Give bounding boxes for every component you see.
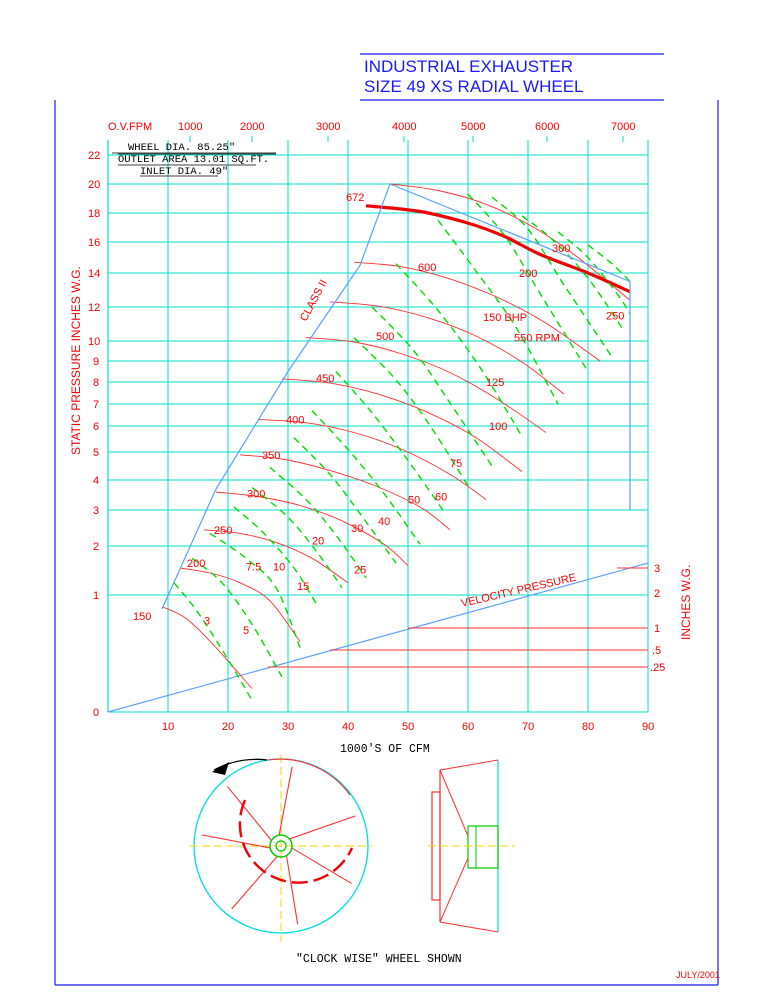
bhp-curve <box>312 411 420 545</box>
rpm-curve-label: 672 <box>346 192 365 205</box>
vp-tick-label: 2 <box>654 588 661 600</box>
chart-title-line2: SIZE 49 XS RADIAL WHEEL <box>364 77 584 96</box>
vp-tick-label: .5 <box>652 645 662 657</box>
bhp-curve-label: 200 <box>519 268 538 280</box>
velocity-pressure-group <box>108 563 665 712</box>
side-view-bottom-shroud <box>440 922 498 932</box>
rpm-curve <box>204 530 348 583</box>
y-tick-label: 3 <box>93 505 100 517</box>
velocity-pressure-label: VELOCITY PRESSURE <box>459 571 578 610</box>
wheel-blade <box>279 767 292 835</box>
y-axis-ticks <box>88 150 100 719</box>
rpm-curve-label: 200 <box>187 558 206 571</box>
top-tick-label: 2000 <box>240 121 265 133</box>
bhp-curve-label: 15 <box>297 581 310 594</box>
top-tick-label: 4000 <box>392 121 417 133</box>
bhp-curve-label: 20 <box>312 535 325 548</box>
max-rpm-line <box>366 206 630 292</box>
wheel-blade <box>289 816 355 839</box>
y-tick-label: 8 <box>93 377 100 389</box>
vp-tick-label: .25 <box>650 662 666 674</box>
rpm-curve-label: 600 <box>418 261 437 274</box>
top-tick-label: 5000 <box>461 121 486 133</box>
rpm-curves <box>162 184 630 689</box>
rpm-curve-label: 450 <box>316 372 335 385</box>
bhp-curve-label: 40 <box>378 515 391 528</box>
bhp-curve <box>336 372 444 512</box>
top-tick-label: 3000 <box>316 121 341 133</box>
top-tick-label: 1000 <box>178 121 203 133</box>
bhp-curve-label: 30 <box>351 523 364 535</box>
bhp-curve-label: 10 <box>273 561 286 574</box>
x-tick-label: 20 <box>222 721 235 733</box>
bhp-curve-label: 3 <box>204 615 211 628</box>
y-tick-label: 10 <box>88 336 101 348</box>
wheel-info-box <box>112 142 276 178</box>
top-tick-label: 6000 <box>535 121 560 133</box>
x-tick-label: 80 <box>582 721 595 733</box>
wheel-caption: "CLOCK WISE" WHEEL SHOWN <box>296 953 462 966</box>
y-tick-label: 7 <box>93 399 100 411</box>
bhp-curve-label: 25 <box>354 564 367 577</box>
rpm-curve-label: 550 RPM <box>514 332 560 345</box>
info-inlet-dia: INLET DIA. 49" <box>140 166 229 178</box>
wheel-blade <box>227 787 271 841</box>
vp-tick-label: 1 <box>654 623 661 635</box>
bhp-curve-label: 250 <box>606 310 625 323</box>
bhp-curve-label: 100 <box>489 421 508 433</box>
bhp-curve-label: 125 <box>486 377 505 389</box>
y-tick-label: 5 <box>93 447 100 459</box>
chart-title-line1: INDUSTRIAL EXHAUSTER <box>364 57 574 76</box>
side-view-top-shroud <box>440 760 498 770</box>
y-axis-title: STATIC PRESSURE INCHES W.G. <box>69 266 83 455</box>
bhp-curve-label: 75 <box>450 458 463 471</box>
x-tick-label: 30 <box>282 721 295 733</box>
bhp-curve-label: 50 <box>408 494 421 507</box>
bhp-curve-label: 150 BHP <box>483 312 528 325</box>
rpm-curve-label: 400 <box>286 414 305 427</box>
rpm-curve-label: 350 <box>262 449 281 462</box>
right-axis-title: INCHES W.G. <box>679 564 693 640</box>
side-view-blade-top <box>440 770 468 836</box>
y-tick-label: 18 <box>88 208 101 220</box>
top-tick-label: 7000 <box>611 121 636 133</box>
rpm-curve-label: 300 <box>247 488 266 501</box>
x-axis-ticks <box>162 721 654 733</box>
bhp-curve-label: 300 <box>552 243 571 256</box>
info-outlet-area: OUTLET AREA 13.01 SQ.FT. <box>118 154 270 166</box>
rpm-curve-label: 150 <box>133 611 152 624</box>
chart-grid <box>108 140 648 712</box>
bhp-curve <box>294 438 396 563</box>
vp-tick-label: 3 <box>654 563 661 575</box>
y-tick-label: 14 <box>88 268 101 280</box>
rotation-arrow-head <box>212 762 229 775</box>
y-tick-label: 4 <box>93 475 100 487</box>
bhp-curve <box>252 488 342 588</box>
y-tick-label: 20 <box>88 179 101 191</box>
x-tick-label: 60 <box>462 721 475 733</box>
y-tick-label: 16 <box>88 237 101 249</box>
bhp-curve-label: 5 <box>243 625 250 638</box>
info-wheel-dia: WHEEL DIA. 85.25" <box>128 142 236 154</box>
x-axis-title: 1000'S OF CFM <box>340 743 430 756</box>
x-tick-label: 90 <box>642 721 655 733</box>
y-tick-label: 0 <box>93 707 100 719</box>
wheel-blade <box>287 856 298 925</box>
y-tick-label: 1 <box>93 590 100 602</box>
y-tick-label: 6 <box>93 421 100 433</box>
x-tick-label: 40 <box>342 721 355 733</box>
wheel-drawing <box>190 755 515 942</box>
wheel-rim-arc <box>268 759 350 795</box>
side-view-blade-bottom <box>440 858 468 922</box>
rpm-curve <box>180 568 300 642</box>
x-tick-label: 50 <box>402 721 415 733</box>
y-tick-label: 22 <box>88 150 101 162</box>
y-tick-label: 9 <box>93 356 100 368</box>
wheel-blade <box>202 835 270 848</box>
y-tick-label: 12 <box>88 302 101 314</box>
y-tick-label: 2 <box>93 541 100 553</box>
date-stamp: JULY/2001 <box>676 970 720 980</box>
bhp-curve-label: 7.5 <box>246 561 262 574</box>
x-tick-label: 70 <box>522 721 535 733</box>
x-tick-label: 10 <box>162 721 175 733</box>
top-axis-label: O.V.FPM <box>108 121 153 133</box>
rpm-curve <box>216 492 408 566</box>
rpm-curve <box>354 262 600 361</box>
rpm-curve-label: 500 <box>376 330 395 343</box>
class-label: CLASS II <box>298 277 330 324</box>
side-view-hub <box>468 826 498 868</box>
rpm-curve-label: 250 <box>214 524 233 537</box>
bhp-curve-label: 60 <box>435 491 448 504</box>
wheel-inlet-arc <box>240 800 352 883</box>
top-axis-ticks <box>178 121 635 142</box>
